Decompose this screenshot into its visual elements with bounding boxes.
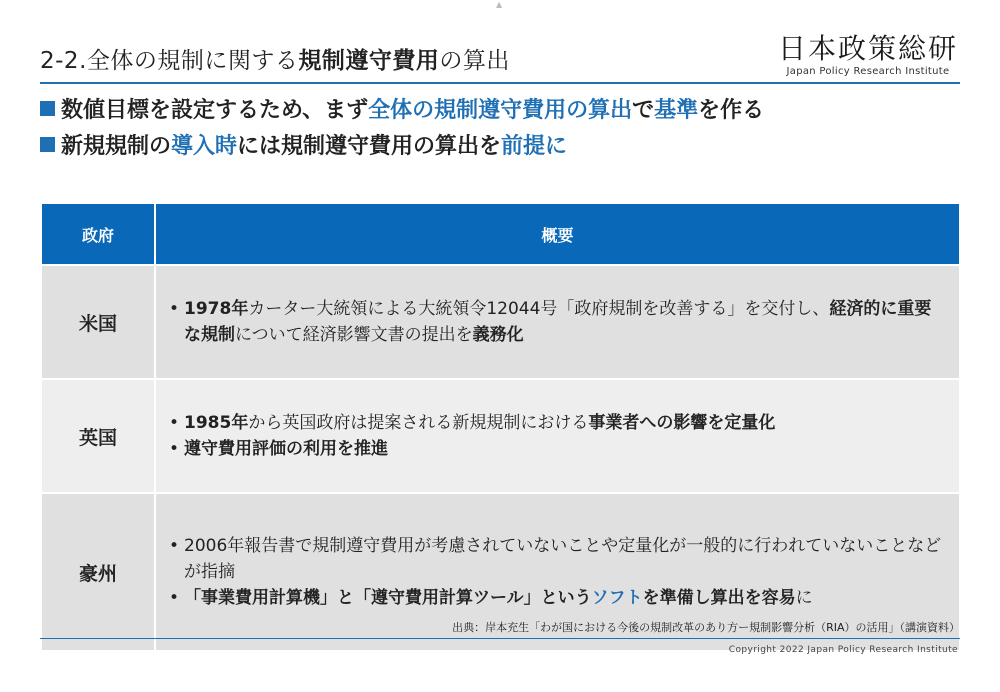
key-point-text: 数値目標を設定するため、まず xyxy=(61,98,369,123)
text-segment: 1978年 xyxy=(184,299,249,319)
header-government: 政府 xyxy=(41,203,155,265)
key-point-1 xyxy=(40,96,764,132)
key-point-text: 全体の規制遵守費用の算出 xyxy=(368,98,633,123)
logo-english: Japan Policy Research Institute xyxy=(786,66,950,77)
text-segment: から英国政府は提案される新規規制における xyxy=(248,413,589,433)
key-point-text: 基準 xyxy=(654,98,699,123)
bullet-dot-icon: • xyxy=(168,536,180,556)
bullet-dot-icon: • xyxy=(168,299,180,319)
top-marker: ▲ xyxy=(496,0,503,9)
page-title: 2-2.全体の規制に関する規制遵守費用の算出 xyxy=(40,48,510,74)
source-citation: 出典：岸本充生「わが国における今後の規制改革のあり方ー規制影響分析（RIA）の活用」（講演資料） xyxy=(452,621,960,634)
bullet-text xyxy=(184,436,388,462)
text-segment: について経済影響文書の提出を xyxy=(235,325,473,345)
bullet-item xyxy=(164,585,945,611)
country-cell: 英国 xyxy=(41,379,155,493)
text-segment: に xyxy=(795,588,813,608)
text-segment: 遵守費用評価の利用を推進 xyxy=(184,439,388,459)
bullet-item xyxy=(164,533,945,585)
text-segment: 経済的に重要な規制 xyxy=(184,299,932,345)
text-segment: を準備し算出を容易 xyxy=(642,588,796,608)
country-cell: 豪州 xyxy=(41,493,155,651)
bullet-item xyxy=(164,296,945,348)
square-bullet-icon xyxy=(40,137,55,152)
bullet-dot-icon: • xyxy=(168,413,180,433)
regulation-table xyxy=(40,202,961,652)
key-point-text: を作る xyxy=(698,98,765,123)
text-segment: 事業者への影響を定量化 xyxy=(588,413,776,433)
country-cell: 米国 xyxy=(41,265,155,379)
text-segment: ソフト xyxy=(591,588,643,608)
text-segment: 2006年報告書で規制遵守費用が考慮されていないことや定量化が一般的に行われていないことなどが指摘 xyxy=(184,536,942,582)
text-segment: 1985年 xyxy=(184,413,249,433)
bullet-item xyxy=(164,410,945,436)
bullet-text xyxy=(184,410,775,436)
key-point-text: 導入時 xyxy=(171,134,238,159)
description-cell xyxy=(155,379,960,493)
bullet-text xyxy=(184,533,945,585)
text-segment: 義務化 xyxy=(472,325,524,345)
header-overview: 概要 xyxy=(155,203,960,265)
key-point-text: には規制遵守費用の算出を xyxy=(237,134,502,159)
bullet-dot-icon: • xyxy=(168,588,180,608)
key-point-2 xyxy=(40,132,764,168)
bullet-item xyxy=(164,436,945,462)
key-points xyxy=(40,96,764,168)
text-segment: 「事業費用計算機」と「遵守費用計算ツール」という xyxy=(184,588,592,608)
key-point-text: 前提に xyxy=(501,134,568,159)
table-row xyxy=(41,265,960,379)
bullet-text xyxy=(184,296,945,348)
bullet-text xyxy=(184,585,813,611)
text-segment: カーター大統領による大統領令12044号「政府規制を改善する」を交付し、 xyxy=(248,299,830,319)
key-point-text: 新規規制の xyxy=(61,134,172,159)
square-bullet-icon xyxy=(40,101,55,116)
description-cell xyxy=(155,265,960,379)
footer-divider xyxy=(40,638,960,639)
logo xyxy=(778,34,958,77)
title-divider xyxy=(40,82,960,84)
key-point-text: で xyxy=(632,98,655,123)
copyright: Copyright 2022 Japan Policy Research Institute xyxy=(728,645,958,655)
table-row xyxy=(41,379,960,493)
logo-japanese: 日本政策総研 xyxy=(777,32,958,65)
bullet-dot-icon: • xyxy=(168,439,180,459)
